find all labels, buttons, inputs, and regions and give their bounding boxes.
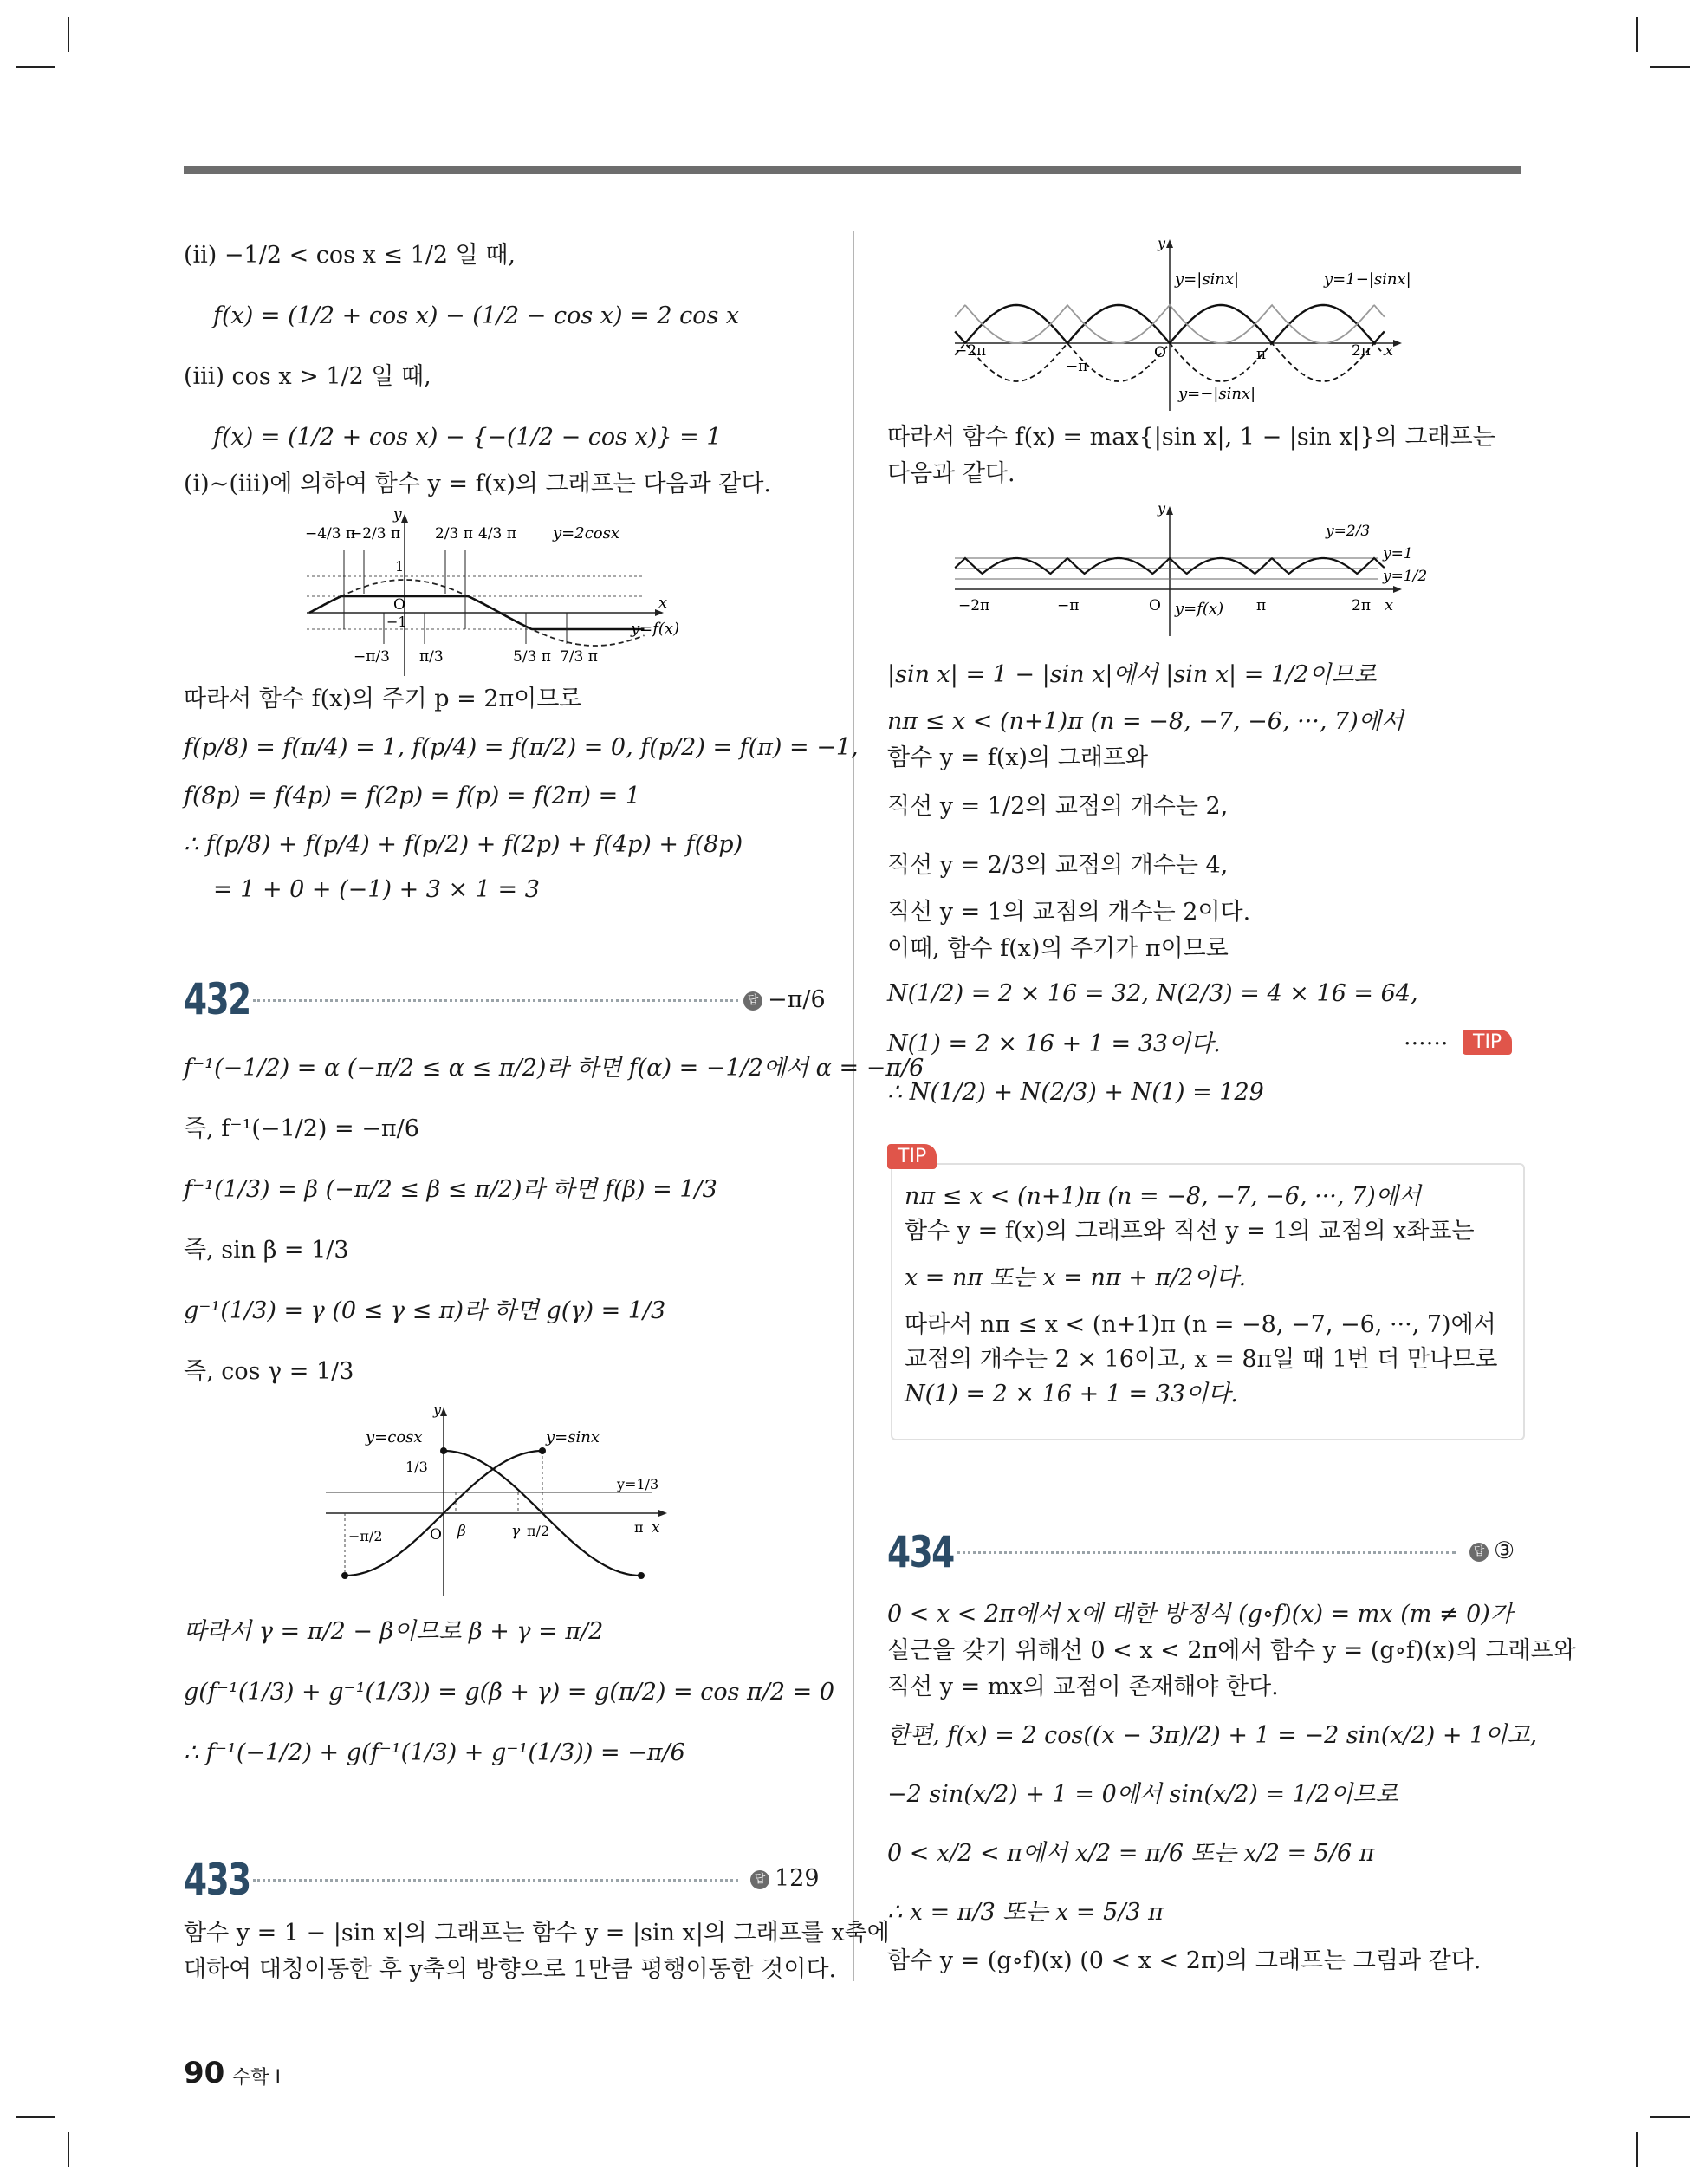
case-iii-formula: f(x) = (1/2 + cos x) − {−(1/2 − cos x)} = 1	[213, 424, 722, 451]
graph-sin-cos	[322, 1402, 686, 1600]
label: −1	[386, 614, 407, 630]
crop-mark	[1650, 2116, 1690, 2118]
label: π	[1256, 597, 1267, 614]
crop-mark	[16, 66, 55, 68]
sum-result: = 1 + 0 + (−1) + 3 × 1 = 3	[213, 876, 540, 903]
tip-reference-dots: ······	[1404, 1030, 1449, 1057]
label: 1	[395, 558, 405, 575]
label: −2/3 π	[350, 525, 401, 543]
p434-line-8: 함수 y = (g∘f)(x) (0 < x < 2π)의 그래프는 그림과 같다.	[887, 1947, 1482, 1974]
answer-433	[750, 1865, 820, 1892]
label: −4/3 π	[305, 525, 356, 543]
label: y	[1158, 235, 1166, 251]
tip-line-2: 함수 y = f(x)의 그래프와 직선 y = 1의 교점의 x좌표는	[905, 1218, 1475, 1245]
crop-mark	[68, 17, 69, 52]
tip-line-4: 따라서 nπ ≤ x < (n+1)π (n = −8, −7, −6, ···, 7)에서	[905, 1311, 1496, 1338]
right-line-3: |sin x| = 1 − |sin x|에서 |sin x| = 1/2이므로	[887, 661, 1377, 688]
p432-line-8: g(f⁻¹(1/3) + g⁻¹(1/3)) = g(β + γ) = g(π/2) = cos π/2 = 0	[184, 1679, 835, 1706]
subject-label: 수학 I	[232, 2067, 281, 2089]
p433-line-2: 대하여 대칭이동한 후 y축의 방향으로 1만큼 평행이동한 것이다.	[184, 1956, 837, 1983]
p434-line-3: 직선 y = mx의 교점이 존재해야 한다.	[887, 1674, 1279, 1700]
label: y=f(x)	[631, 620, 680, 638]
label: −2π	[958, 597, 990, 614]
label: y=sinx	[546, 1428, 600, 1446]
tip-reference-tag: TIP	[1463, 1030, 1512, 1055]
right-line-4: nπ ≤ x < (n+1)π (n = −8, −7, −6, ···, 7)에서	[887, 708, 1404, 735]
problem-number-433: 433	[184, 1855, 250, 1905]
label: π	[1256, 346, 1267, 363]
label: π/2	[527, 1523, 550, 1539]
label: π	[634, 1519, 644, 1536]
header-rule	[184, 166, 1521, 174]
right-line-8: 직선 y = 1의 교점의 개수는 2이다.	[887, 899, 1251, 926]
problem-number-432: 432	[184, 974, 250, 1024]
label: y	[1158, 501, 1166, 517]
answer-value: −π/6	[768, 986, 826, 1013]
case-ii-heading: (ii) −1/2 < cos x ≤ 1/2 일 때,	[184, 242, 516, 269]
tip-line-1: nπ ≤ x < (n+1)π (n = −8, −7, −6, ···, 7)에서	[905, 1183, 1421, 1210]
label: y=1	[1383, 545, 1413, 562]
values-line-1: f(p/8) = f(π/4) = 1, f(p/4) = f(π/2) = 0, f(p/2) = f(π) = −1,	[184, 734, 859, 761]
crop-mark	[16, 2116, 55, 2118]
page-number: 90	[184, 2056, 225, 2090]
right-line-7: 직선 y = 2/3의 교점의 개수는 4,	[887, 852, 1229, 879]
label: 5/3 π	[513, 648, 551, 666]
label: −π/3	[354, 648, 390, 666]
label: y=−|sinx|	[1178, 385, 1256, 403]
right-line-11: N(1) = 2 × 16 + 1 = 33이다.	[887, 1030, 1221, 1057]
label: 2/3 π	[435, 525, 473, 543]
case-iii-heading: (iii) cos x > 1/2 일 때,	[184, 363, 431, 390]
answer-icon: 답	[750, 1870, 769, 1889]
label: 1/3	[405, 1459, 428, 1475]
right-line-6: 직선 y = 1/2의 교점의 개수는 2,	[887, 793, 1229, 820]
tip-line-5: 교점의 개수는 2 × 16이고, x = 8π일 때 1번 더 만나므로	[905, 1346, 1498, 1373]
answer-432	[743, 986, 826, 1013]
p432-line-2: 즉, f⁻¹(−1/2) = −π/6	[184, 1115, 419, 1142]
label: γ	[511, 1523, 521, 1540]
label: −2π	[955, 342, 987, 360]
label: 4/3 π	[478, 525, 516, 543]
p432-line-3: f⁻¹(1/3) = β (−π/2 ≤ β ≤ π/2)라 하면 f(β) = 1/3	[184, 1176, 717, 1203]
sum-line: ∴ f(p/8) + f(p/4) + f(p/2) + f(2p) + f(4p) + f(8p)	[184, 831, 743, 858]
p432-line-9: ∴ f⁻¹(−1/2) + g(f⁻¹(1/3) + g⁻¹(1/3)) = −π/6	[184, 1739, 685, 1766]
label: O	[393, 596, 405, 614]
label: y=1−|sinx|	[1324, 270, 1411, 289]
answer-value: ③	[1494, 1537, 1515, 1564]
p434-line-4: 한편, f(x) = 2 cos((x − 3π)/2) + 1 = −2 sin(x/2) + 1이고,	[887, 1722, 1538, 1749]
label: y=1/3	[617, 1476, 659, 1492]
label: −π	[1066, 358, 1088, 375]
label: y=2/3	[1326, 523, 1371, 540]
answer-434	[1469, 1537, 1515, 1564]
label: 7/3 π	[560, 648, 598, 666]
tip-label: TIP	[887, 1144, 937, 1169]
answer-icon: 답	[1469, 1543, 1489, 1562]
p432-line-5: g⁻¹(1/3) = γ (0 ≤ γ ≤ π)라 하면 g(γ) = 1/3	[184, 1297, 666, 1324]
dot-leader	[253, 999, 738, 1002]
label: y=1/2	[1383, 568, 1428, 585]
crop-mark	[1650, 66, 1690, 68]
dot-leader	[253, 1879, 738, 1882]
right-line-5: 함수 y = f(x)의 그래프와	[887, 744, 1149, 771]
column-divider	[853, 231, 854, 1981]
p432-line-1: f⁻¹(−1/2) = α (−π/2 ≤ α ≤ π/2)라 하면 f(α) = −1/2에서 α = −π/6	[184, 1055, 924, 1082]
problem-number-434: 434	[887, 1527, 954, 1577]
label: x	[1385, 341, 1394, 360]
graph-abs-sin	[951, 232, 1419, 416]
p432-line-6: 즉, cos γ = 1/3	[184, 1358, 354, 1385]
crop-mark	[68, 2132, 69, 2167]
p434-line-7: ∴ x = π/3 또는 x = 5/3 π	[887, 1899, 1164, 1926]
answer-value: 129	[775, 1865, 820, 1892]
label: y=f(x)	[1175, 600, 1224, 618]
p434-line-2: 실근을 갖기 위해선 0 < x < 2π에서 함수 y = (g∘f)(x)의 그래프와	[887, 1637, 1576, 1664]
label: x	[652, 1519, 660, 1537]
label: π/3	[419, 648, 444, 666]
right-line-12: ∴ N(1/2) + N(2/3) + N(1) = 129	[887, 1079, 1264, 1106]
p432-line-7: 따라서 γ = π/2 − β이므로 β + γ = π/2	[184, 1618, 604, 1645]
label: −π	[1057, 597, 1080, 614]
right-line-2: 다음과 같다.	[887, 460, 1015, 487]
p434-line-5: −2 sin(x/2) + 1 = 0에서 sin(x/2) = 1/2이므로	[887, 1781, 1398, 1808]
crop-mark	[1636, 2132, 1638, 2167]
label: y=cosx	[366, 1428, 423, 1446]
label: O	[1149, 597, 1161, 614]
tip-line-6: N(1) = 2 × 16 + 1 = 33이다.	[905, 1381, 1238, 1407]
p434-line-6: 0 < x/2 < π에서 x/2 = π/6 또는 x/2 = 5/6 π	[887, 1840, 1375, 1867]
right-line-10: N(1/2) = 2 × 16 = 32, N(2/3) = 4 × 16 = 64,	[887, 980, 1418, 1007]
label: O	[430, 1526, 442, 1544]
label: y	[393, 507, 402, 523]
label: β	[457, 1523, 466, 1540]
label: O	[1154, 344, 1166, 361]
answer-icon: 답	[743, 991, 762, 1011]
crop-mark	[1636, 17, 1638, 52]
label: y	[433, 1402, 442, 1418]
values-line-2: f(8p) = f(4p) = f(2p) = f(p) = f(2π) = 1	[184, 783, 641, 809]
label: x	[658, 594, 668, 612]
label: 2π	[1352, 342, 1371, 360]
dot-leader	[957, 1551, 1456, 1554]
label: y=|sinx|	[1175, 270, 1240, 289]
tip-line-3: x = nπ 또는 x = nπ + π/2이다.	[905, 1264, 1247, 1291]
label: 2π	[1352, 597, 1371, 614]
graph-f-max	[951, 501, 1437, 640]
right-line-9: 이때, 함수 f(x)의 주기가 π이므로	[887, 935, 1229, 962]
label: −π/2	[348, 1528, 383, 1544]
label: y=2cosx	[553, 524, 620, 543]
p433-line-1: 함수 y = 1 − |sin x|의 그래프는 함수 y = |sin x|의 그래프를 x축에	[184, 1920, 890, 1947]
label: x	[1385, 596, 1394, 614]
right-line-1: 따라서 함수 f(x) = max{|sin x|, 1 − |sin x|}의 그래프는	[887, 424, 1495, 451]
case-ii-formula: f(x) = (1/2 + cos x) − (1/2 − cos x) = 2 cos x	[213, 302, 740, 329]
p432-line-4: 즉, sin β = 1/3	[184, 1237, 349, 1264]
graph-cos-f	[296, 507, 717, 680]
p434-line-1: 0 < x < 2π에서 x에 대한 방정식 (g∘f)(x) = mx (m ≠ 0)가	[887, 1601, 1513, 1628]
period-text: 따라서 함수 f(x)의 주기 p = 2π이므로	[184, 686, 582, 712]
conclusion-text: (i)~(iii)에 의하여 함수 y = f(x)의 그래프는 다음과 같다.	[184, 471, 772, 497]
